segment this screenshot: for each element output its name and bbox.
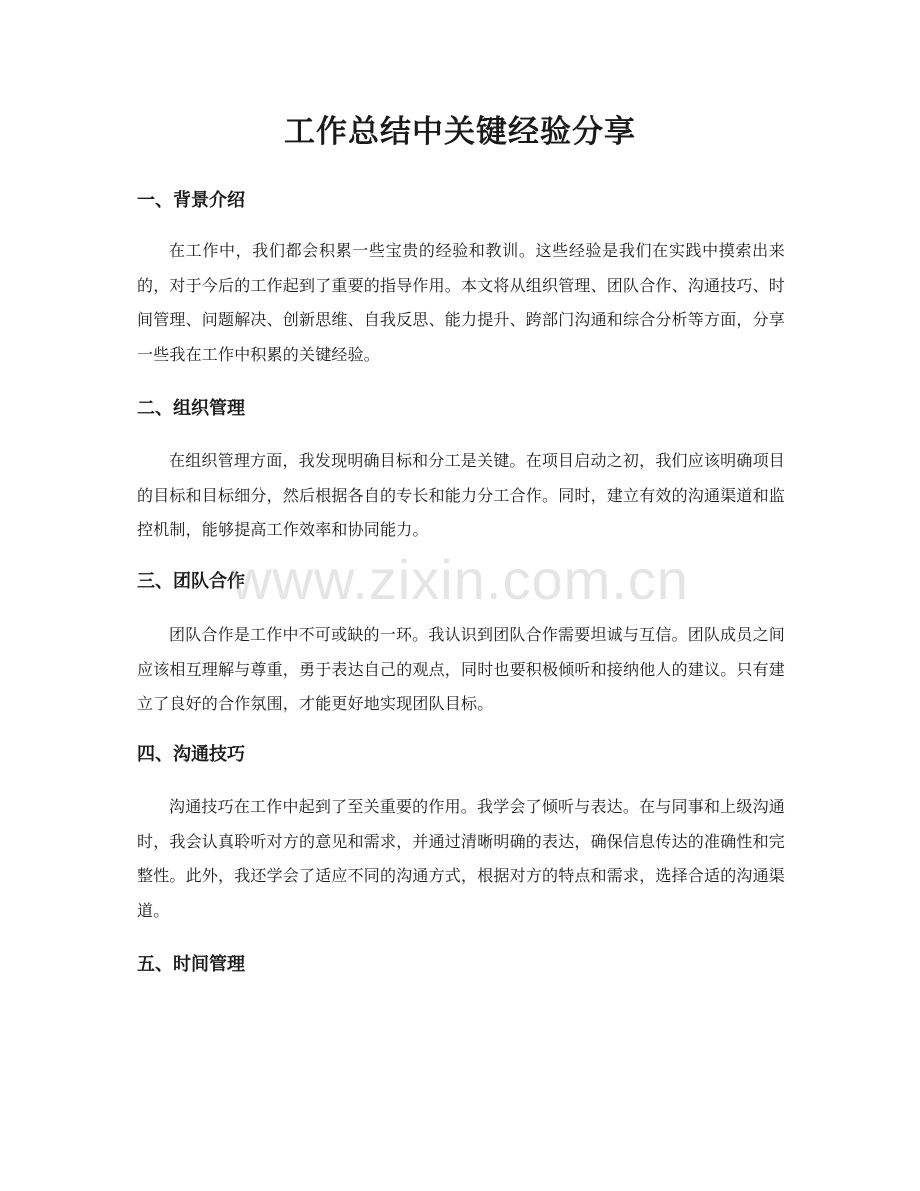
document-title: 工作总结中关键经验分享: [284, 114, 636, 150]
section-heading-organization: 二、组织管理: [137, 398, 245, 419]
section-heading-time-management: 五、时间管理: [137, 954, 245, 975]
section-body-communication: 沟通技巧在工作中起到了至关重要的作用。我学会了倾听与表达。在与同事和上级沟通时，我会认真聆听对方的意见和需求，并通过清晰明确的表达，确保信息传达的准确性和完整性。此外，我还学会了适应不同的沟通方式，根据对方的特点和需求，选择合适的沟通渠道。: [137, 797, 786, 920]
section-heading-teamwork: 三、团队合作: [137, 571, 245, 592]
section-heading-communication: 四、沟通技巧: [137, 744, 245, 765]
watermark: www.zixin.com.cn: [231, 548, 689, 611]
section-body-background: 在工作中，我们都会积累一些宝贵的经验和教训。这些经验是我们在实践中摸索出来的，对于今后的工作起到了重要的指导作用。本文将从组织管理、团队合作、沟通技巧、时间管理、问题解决、创新思维、自我反思、能力提升、跨部门沟通和综合分析等方面，分享一些我在工作中积累的关键经验。: [137, 241, 786, 364]
section-body-organization: 在组织管理方面，我发现明确目标和分工是关键。在项目启动之初，我们应该明确项目的目标和目标细分，然后根据各自的专长和能力分工合作。同时，建立有效的沟通渠道和监控机制，能够提高工作效率和协同能力。: [137, 451, 786, 540]
section-body-teamwork: 团队合作是工作中不可或缺的一环。我认识到团队合作需要坦诚与互信。团队成员之间应该相互理解与尊重，勇于表达自己的观点，同时也要积极倾听和接纳他人的建议。只有建立了良好的合作氛围，才能更好地实现团队目标。: [137, 625, 786, 714]
section-heading-background: 一、背景介绍: [137, 190, 245, 211]
